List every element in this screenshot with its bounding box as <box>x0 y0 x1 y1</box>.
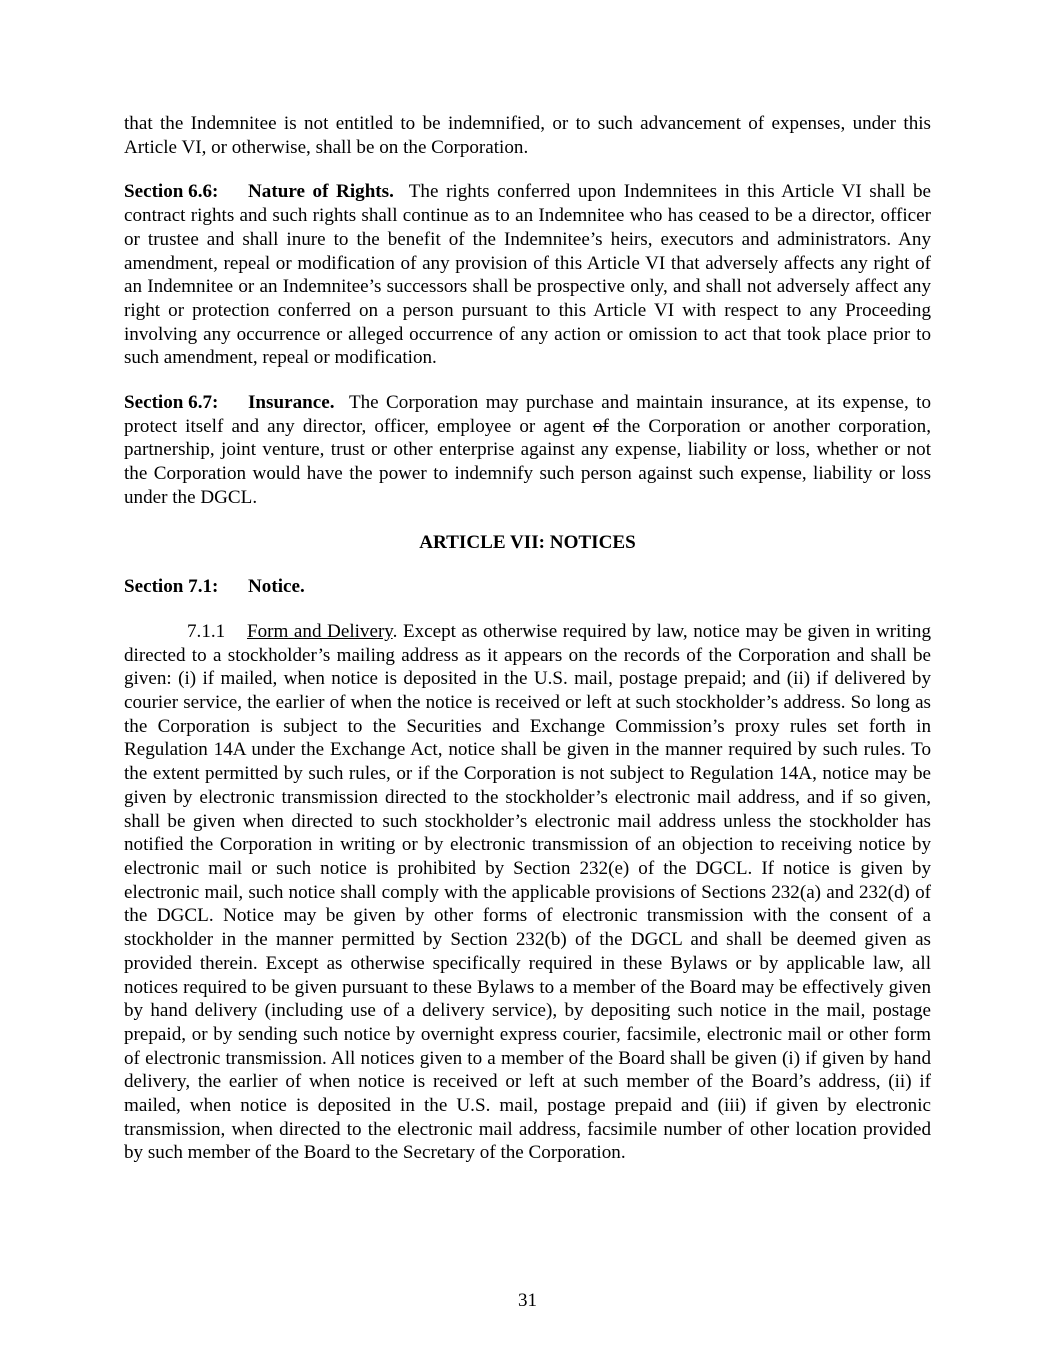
section-title: Notice. <box>248 576 305 598</box>
continuation-paragraph: that the Indemnitee is not entitled to be indemnified, or to such advancement of expenses, under this Article VI, or otherwise, shall be on the Corporation. <box>124 113 931 158</box>
struck-text: of <box>592 415 609 437</box>
subsection-number: 7.1.1 <box>187 620 226 642</box>
section-7-1 <box>124 575 931 599</box>
section-title: Insurance. <box>248 392 335 414</box>
page-number: 31 <box>518 1290 537 1311</box>
section-6-6 <box>124 180 931 370</box>
section-number: Section 7.1: <box>124 576 219 598</box>
section-number: Section 6.6: <box>124 181 219 203</box>
subsection-body: . Except as otherwise required by law, notice may be given in writing directed to a stockholder’s mailing address as it appears on the records of the Corporation and shall be given: (i) if mailed, when notice is deposited in the U.S. mail, postage prepaid; and (ii) if delivered by courier service, the earlier of when the notice is received or left at such stockholder’s address. So long as the Corporation is subject to the Securities and Exchange Commission’s proxy rules set forth in Regulation 14A under the Exchange Act, notice shall be given in the manner required by such rules. To the extent permitted by such rules, or if the Corporation is not subject to Regulation 14A, notice may be given by electronic transmission directed to the stockholder’s electronic mail address, and if so given, shall be given when directed to such stockholder’s electronic mail address unless the stockholder has notified the Corporation in writing or by electronic transmission of an objection to receiving notice by electronic mail or such notice is prohibited by Section 232(e) of the DGCL. If notice is given by electronic mail, such notice shall comply with the applicable provisions of Sections 232(a) and 232(d) of the DGCL. Notice may be given by other forms of electronic transmission with the consent of a stockholder in the manner permitted by Section 232(b) of the DGCL and shall be deemed given as provided therein. Except as otherwise specifically required in these Bylaws or by applicable law, all notices required to be given pursuant to these Bylaws to a member of the Board may be effectively given by hand delivery (including use of a delivery service), by depositing such notice in the mail, postage prepaid, or by sending such notice by overnight express courier, facsimile, electronic mail or other form of electronic transmission. All notices given to a member of the Board shall be given (i) if given by hand delivery, the earlier of when notice is received or left at such member of the Board’s address, (ii) if mailed, when notice is deposited in the U.S. mail, postage prepaid and (iii) if given by electronic transmission, when directed to the electronic mail address, facsimile number of other location provided by such member of the Board to the Secretary of the Corporation. <box>124 620 931 1164</box>
section-body-continued: the Corporation or another corporation, partnership, joint venture, trust or other enterprise against any expense, liability or loss, whether or not the Corporation would have the power to indemnify such person against such expense, liability or loss under the DGCL. <box>124 415 931 508</box>
document-page <box>124 112 931 1186</box>
section-6-7 <box>124 391 931 510</box>
subsection-title: Form and Delivery <box>247 620 393 642</box>
section-body: The Corporation may purchase and maintain insurance, at its expense, to protect itself and any director, officer, employee or agent <box>124 392 932 437</box>
section-title: Nature of Rights. <box>248 181 394 203</box>
section-body: The rights conferred upon Indemnitees in this Article VI shall be contract rights and such rights shall continue as to an Indemnitee who has ceased to be a director, officer or trustee and shall inure to the benefit of the Indemnitee’s heirs, executors and administrators. Any amendment, repeal or modification of any provision of this Article VI that adversely affects any right of an Indemnitee or an Indemnitee’s successors shall be prospective only, and shall not adversely affect any right or protection conferred on a person pursuant to this Article VI with respect to any Proceeding involving any occurrence or alleged occurrence of any action or omission to act that took place prior to such amendment, repeal or modification. <box>124 181 931 369</box>
section-number: Section 6.7: <box>124 392 219 414</box>
subsection-7-1-1 <box>124 620 931 1165</box>
article-heading: ARTICLE VII: NOTICES <box>419 531 636 553</box>
